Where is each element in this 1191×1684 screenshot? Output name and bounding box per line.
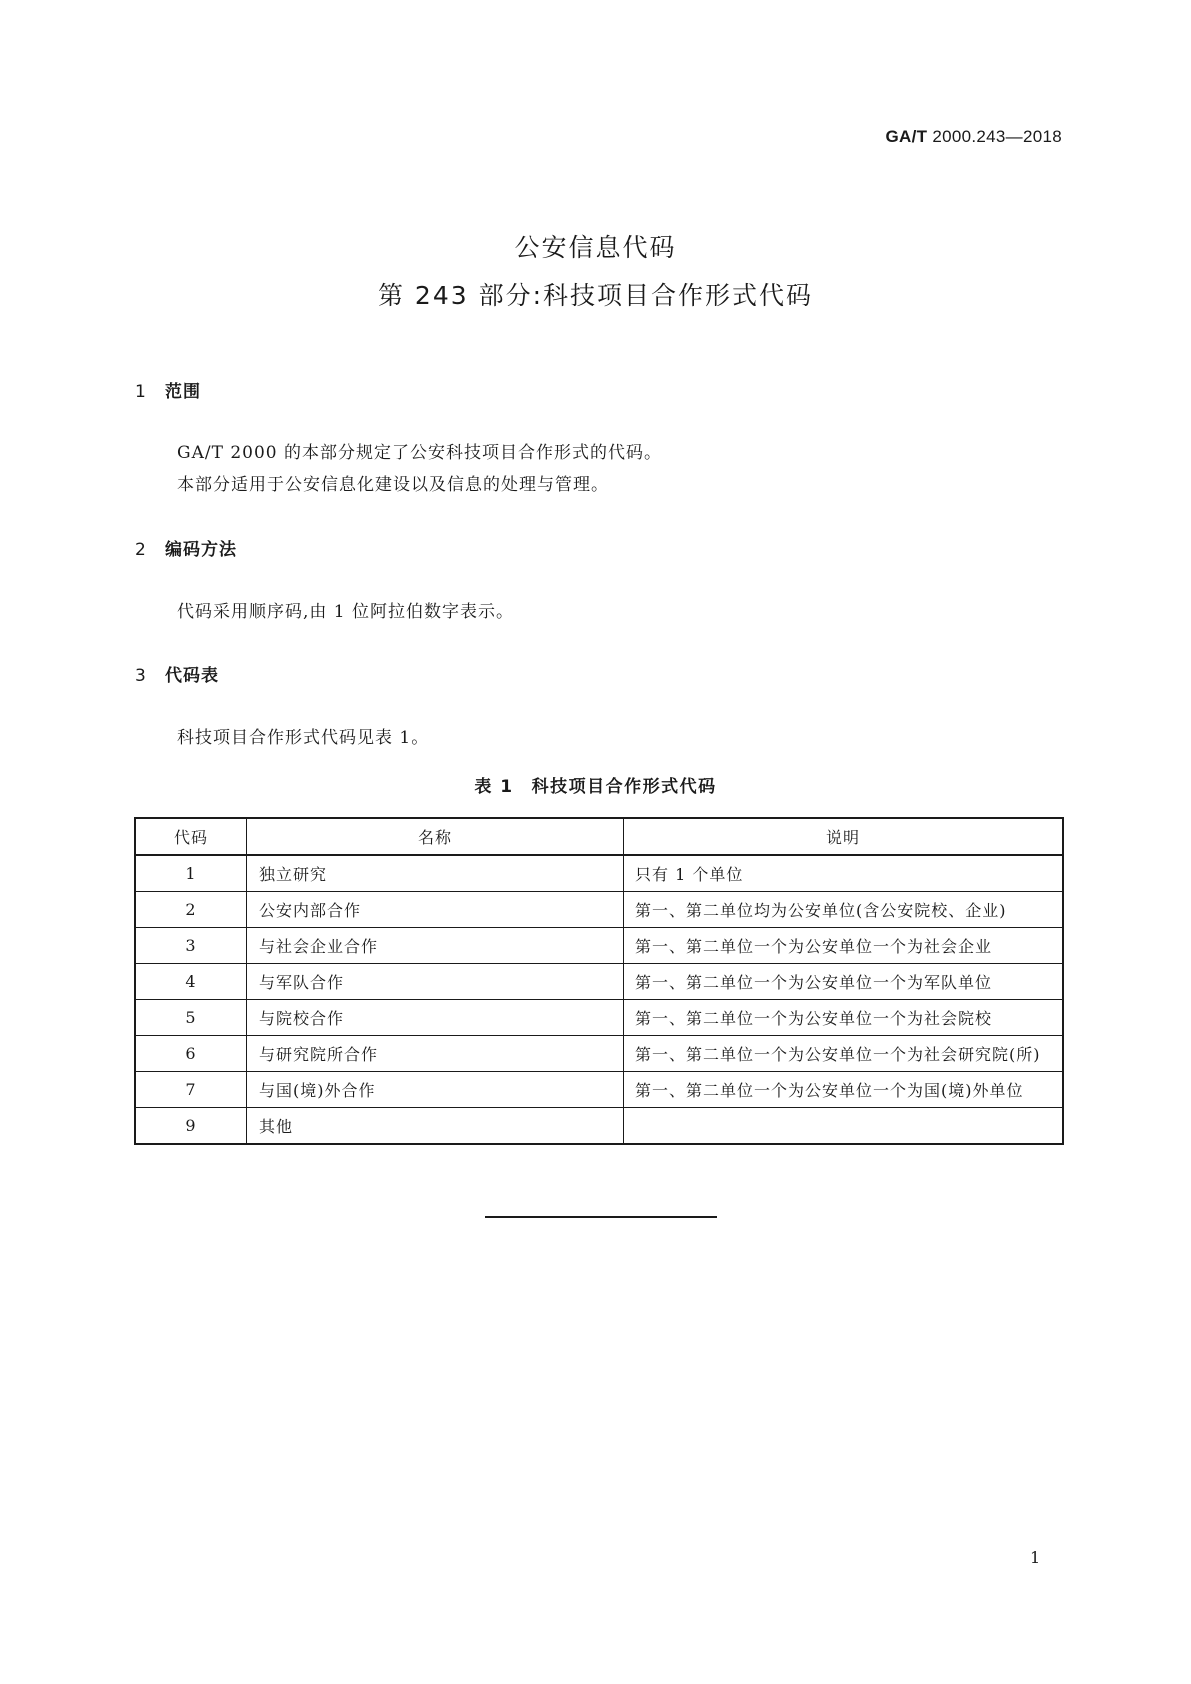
cell-name: 与社会企业合作 xyxy=(247,928,624,964)
table-row xyxy=(135,964,1063,1000)
standard-prefix: GA/T xyxy=(885,127,928,146)
cell-name: 与国(境)外合作 xyxy=(247,1072,624,1108)
cell-code: 2 xyxy=(135,892,247,928)
section-heading-coding-method xyxy=(135,535,237,560)
cell-code: 6 xyxy=(135,1036,247,1072)
cell-name: 公安内部合作 xyxy=(247,892,624,928)
table-caption xyxy=(0,772,1191,797)
coding-method-paragraph: 代码采用顺序码,由 1 位阿拉伯数字表示。 xyxy=(177,602,515,622)
cell-description: 第一、第二单位一个为公安单位一个为军队单位 xyxy=(624,964,1064,1000)
cell-description: 第一、第二单位一个为公安单位一个为社会企业 xyxy=(624,928,1064,964)
cell-name: 独立研究 xyxy=(247,855,624,892)
end-of-document-rule xyxy=(485,1216,717,1218)
cell-description: 第一、第二单位均为公安单位(含公安院校、企业) xyxy=(624,892,1064,928)
cell-code: 9 xyxy=(135,1108,247,1145)
table-row xyxy=(135,892,1063,928)
cell-code: 5 xyxy=(135,1000,247,1036)
scope-paragraph-2: 本部分适用于公安信息化建设以及信息的处理与管理。 xyxy=(177,475,609,495)
section-number: 2 xyxy=(135,540,147,560)
document-title-line2: 第 243 部分:科技项目合作形式代码 xyxy=(377,281,814,310)
cell-description: 只有 1 个单位 xyxy=(624,855,1064,892)
table-row xyxy=(135,1108,1063,1145)
cell-name: 与研究院所合作 xyxy=(247,1036,624,1072)
table-row xyxy=(135,1072,1063,1108)
standard-code xyxy=(886,127,1062,147)
table-row xyxy=(135,928,1063,964)
table-row xyxy=(135,1036,1063,1072)
table-caption-number: 表 1 xyxy=(474,777,514,797)
table-caption-title: 科技项目合作形式代码 xyxy=(531,777,717,797)
cell-code: 1 xyxy=(135,855,247,892)
section-heading-scope xyxy=(135,377,201,402)
cell-description: 第一、第二单位一个为公安单位一个为社会院校 xyxy=(624,1000,1064,1036)
document-title-line1: 公安信息代码 xyxy=(514,233,677,262)
standard-number: 2000.243—2018 xyxy=(932,127,1062,146)
section-number: 1 xyxy=(135,382,147,402)
cell-code: 4 xyxy=(135,964,247,1000)
section-title: 编码方法 xyxy=(165,540,237,560)
section-title: 范围 xyxy=(165,382,201,402)
cell-name: 其他 xyxy=(247,1108,624,1145)
code-table-paragraph: 科技项目合作形式代码见表 1。 xyxy=(177,728,430,748)
cell-name: 与院校合作 xyxy=(247,1000,624,1036)
header-code: 代码 xyxy=(135,818,247,855)
table-header-row xyxy=(135,818,1063,855)
header-name: 名称 xyxy=(247,818,624,855)
scope-paragraph-1: GA/T 2000 的本部分规定了公安科技项目合作形式的代码。 xyxy=(177,443,662,463)
code-table xyxy=(134,817,1064,1145)
cell-description: 第一、第二单位一个为公安单位一个为社会研究院(所) xyxy=(624,1036,1064,1072)
cell-description xyxy=(624,1108,1064,1145)
cell-code: 7 xyxy=(135,1072,247,1108)
section-number: 3 xyxy=(135,666,147,686)
page-number: 1 xyxy=(1030,1548,1041,1567)
cell-description: 第一、第二单位一个为公安单位一个为国(境)外单位 xyxy=(624,1072,1064,1108)
header-description: 说明 xyxy=(624,818,1064,855)
section-heading-code-table xyxy=(135,661,219,686)
table-row xyxy=(135,855,1063,892)
table-row xyxy=(135,1000,1063,1036)
section-title: 代码表 xyxy=(165,666,219,686)
cell-code: 3 xyxy=(135,928,247,964)
cell-name: 与军队合作 xyxy=(247,964,624,1000)
